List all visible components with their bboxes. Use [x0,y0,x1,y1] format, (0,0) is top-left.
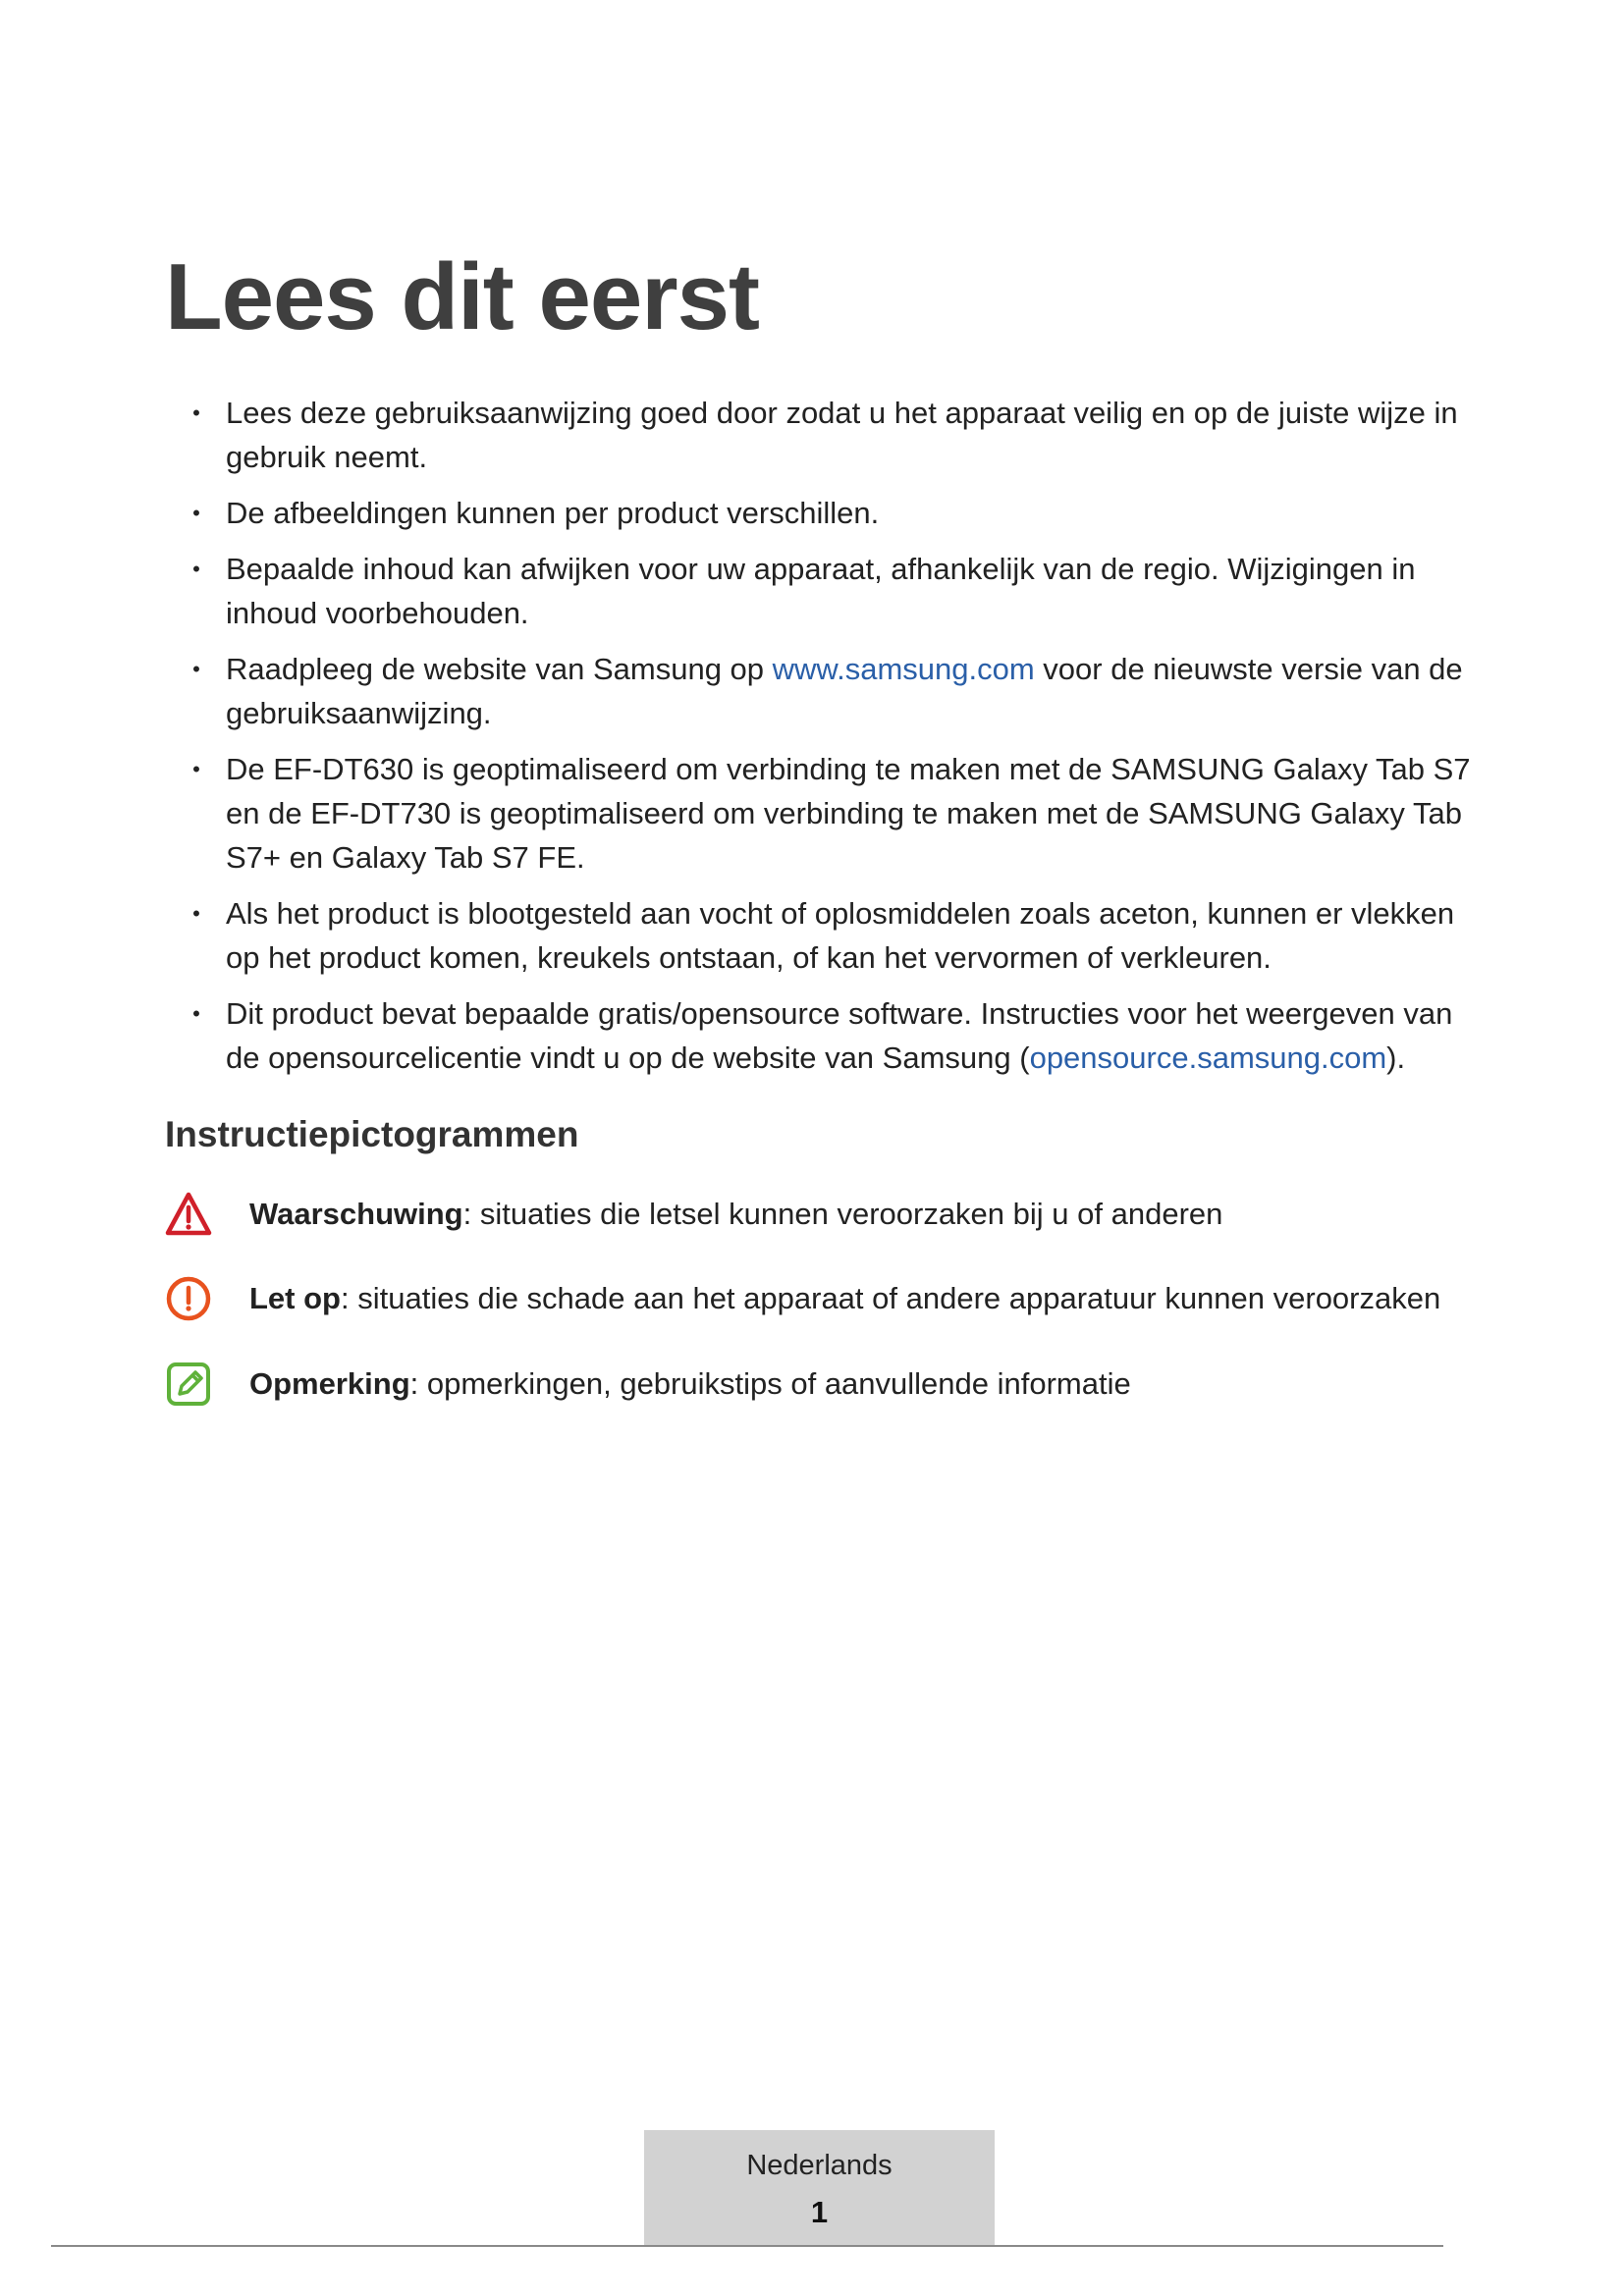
list-item-text-before: Raadpleeg de website van Samsung op [226,652,773,686]
bullet-icon: • [192,557,200,581]
list-item-text-after: ). [1386,1041,1406,1075]
list-item-text-before: Dit product bevat bepaalde gratis/opensource software. Instructies voor het weergeven van de opensourcelicentie vindt u op de website van Samsung ( [226,996,1453,1075]
caution-term: Let op [249,1281,341,1315]
bullet-icon: • [192,501,200,525]
opensource-website-link[interactable]: opensource.samsung.com [1029,1041,1387,1075]
warning-description: : situaties die letsel kunnen veroorzaken bij u of anderen [462,1197,1223,1231]
warning-row [165,1190,1222,1239]
list-item [187,891,1492,980]
list-item [187,991,1492,1080]
note-row [165,1360,1131,1409]
caution-description: : situaties die schade aan het apparaat of andere apparatuur kunnen veroorzaken [341,1281,1441,1315]
list-item [187,391,1492,479]
page-footer [644,2130,995,2246]
list-item [187,747,1492,880]
bullet-icon: • [192,901,200,926]
warning-term: Waarschuwing [249,1197,463,1231]
section-heading: Instructiepictogrammen [165,1114,579,1154]
footer-divider [51,2245,1443,2247]
note-description: : opmerkingen, gebruikstips of aanvullende informatie [409,1366,1131,1401]
list-item [187,547,1492,635]
list-item-text: Lees deze gebruiksaanwijzing goed door zodat u het apparaat veilig en op de juiste wijze in gebruik neemt. [226,396,1458,474]
samsung-website-link[interactable]: www.samsung.com [772,652,1035,686]
caution-row [165,1274,1440,1323]
note-term: Opmerking [249,1366,410,1401]
instructions-list [187,391,1492,1092]
list-item [187,647,1492,735]
caution-circle-icon [165,1275,212,1322]
page-title: Lees dit eerst [165,244,759,349]
bullet-icon: • [192,400,200,425]
page-number: 1 [810,2195,829,2229]
list-item-text-after: voor de nieuwste versie van de gebruiksaanwijzing. [226,652,1463,730]
list-item-text: Bepaalde inhoud kan afwijken voor uw apparaat, afhankelijk van de regio. Wijzigingen in inhoud voorbehouden. [226,552,1416,630]
list-item-text: De EF-DT630 is geoptimaliseerd om verbinding te maken met de SAMSUNG Galaxy Tab S7 en de EF-DT730 is geoptimaliseerd om verbinding te maken met de SAMSUNG Galaxy Tab S7+ en Galaxy Tab S7 FE. [226,752,1471,875]
bullet-icon: • [192,757,200,781]
list-item-text: Als het product is blootgesteld aan vocht of oplosmiddelen zoals aceton, kunnen er vlekken op het product komen, kreukels ontstaan, of kan het vervormen of verkleuren. [226,896,1455,975]
list-item-text: De afbeeldingen kunnen per product verschillen. [226,496,880,530]
footer-language: Nederlands [746,2150,893,2181]
note-pencil-icon [165,1361,212,1408]
warning-triangle-icon [165,1191,212,1238]
bullet-icon: • [192,1001,200,1026]
bullet-icon: • [192,657,200,681]
list-item [187,491,1492,535]
